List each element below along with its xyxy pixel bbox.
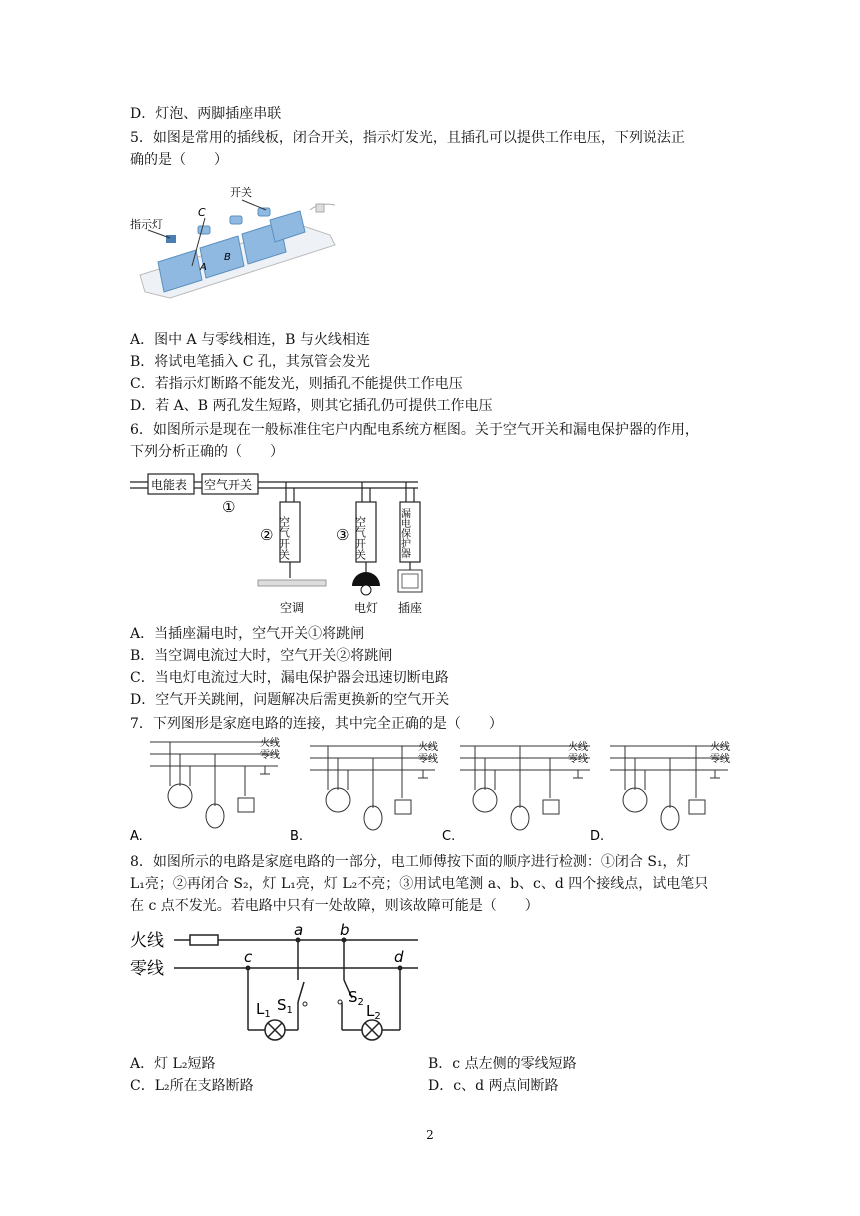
option-d-mark: D. [590, 829, 605, 844]
switch-s1-label: $S_1$ [277, 996, 293, 1016]
question-8-stem-3: 在 c 点不发光。若电路中只有一处故障，则该故障可能是（ ） [130, 898, 539, 914]
q8-option-d: D．c、d 两点间断路 [428, 1078, 559, 1094]
ac-label: 空调 [280, 601, 305, 615]
q8-option-b: B．c 点左侧的零线短路 [428, 1056, 577, 1072]
lamp-l2-label: $L_2$ [366, 1002, 381, 1022]
neutral-wire-label: 零线 [130, 959, 164, 979]
hole-b-label: B [224, 252, 231, 263]
lamp-label: 电灯 [354, 601, 379, 615]
q6-option-c: C．当电灯电流过大时，漏电保护器会迅速切断电路 [130, 670, 449, 686]
main-switch-label: 空气开关 [204, 478, 253, 492]
q6-option-d: D．空气开关跳闸，问题解决后需更换新的空气开关 [130, 692, 450, 708]
question-5-stem-cont: 确的是（ ） [130, 152, 228, 168]
question-7-stem: 7．下列图形是家庭电路的连接，其中完全正确的是（ ） [130, 716, 503, 732]
d-live: 火线 [710, 742, 730, 753]
option-a-mark: A. [130, 829, 143, 844]
switch-2-label: 空气开关 [277, 516, 291, 560]
question-6-stem: 6．如图所示是现在一般标准住宅户内配电系统方框图。关于空气开关和漏电保护器的作用， [130, 422, 699, 438]
a-neutral: 零线 [260, 750, 280, 761]
household-circuit-figure [130, 922, 430, 1042]
circuit-options-figure [130, 736, 735, 844]
lamp-l1-label: $L_1$ [256, 1000, 271, 1020]
b-live: 火线 [418, 742, 438, 753]
mark-1: ① [222, 498, 236, 516]
question-6-stem-cont: 下列分析正确的（ ） [130, 444, 284, 460]
mark-3: ③ [336, 526, 350, 544]
q6-option-a: A．当插座漏电时，空气开关①将跳闸 [130, 626, 365, 642]
mark-2: ② [260, 526, 274, 544]
indicator-label: 指示灯 [130, 218, 163, 231]
q5-option-d: D．若 A、B 两孔发生短路，则其它插孔仍可提供工作电压 [130, 398, 493, 414]
switch-3-label: 空气开关 [353, 516, 367, 560]
socket-label: 插座 [398, 601, 423, 615]
switch-s2-label: $S_2$ [348, 988, 364, 1008]
option-b-mark: B. [290, 829, 304, 844]
meter-label: 电能表 [151, 478, 188, 492]
switch-label: 开关 [230, 186, 252, 199]
q5-option-c: C．若指示灯断路不能发光，则插孔不能提供工作电压 [130, 376, 463, 392]
distribution-diagram [130, 468, 440, 618]
live-wire-label: 火线 [130, 931, 164, 951]
q8-option-a: A．灯 L₂短路 [130, 1056, 216, 1072]
q8-option-c: C．L₂所在支路断路 [130, 1078, 254, 1094]
point-c: c [244, 948, 253, 966]
q5-option-b: B．将试电笔插入 C 孔，其氖管会发光 [130, 354, 370, 370]
point-d: d [394, 948, 404, 966]
q5-option-a: A．图中 A 与零线相连，B 与火线相连 [130, 332, 370, 348]
a-live: 火线 [260, 738, 280, 749]
b-neutral: 零线 [418, 754, 438, 765]
power-strip-figure [130, 180, 340, 315]
protector-label: 漏电保护器 [398, 508, 410, 558]
page-number: 2 [426, 1128, 434, 1142]
q6-option-b: B．当空调电流过大时，空气开关②将跳闸 [130, 648, 393, 664]
hole-a-label: A [200, 262, 207, 273]
option-c-mark: C. [442, 829, 456, 844]
question-8-stem-2: L₁亮；②再闭合 S₂，灯 L₁亮，灯 L₂不亮；③用试电笔测 a、b、c、d 四个接线点，试电笔只 [130, 876, 709, 892]
hole-c-label: C [198, 206, 206, 219]
d-neutral: 零线 [710, 754, 730, 765]
question-8-stem: 8．如图所示的电路是家庭电路的一部分，电工师傅按下面的顺序进行检测：①闭合 S₁，灯 [130, 854, 691, 870]
point-a: a [294, 922, 304, 939]
option-d-prev: D．灯泡、两脚插座串联 [130, 106, 282, 122]
point-b: b [340, 922, 350, 939]
c-live: 火线 [568, 742, 588, 753]
c-neutral: 零线 [568, 754, 588, 765]
question-5-stem: 5．如图是常用的插线板，闭合开关，指示灯发光，且插孔可以提供工作电压，下列说法正 [130, 130, 685, 146]
